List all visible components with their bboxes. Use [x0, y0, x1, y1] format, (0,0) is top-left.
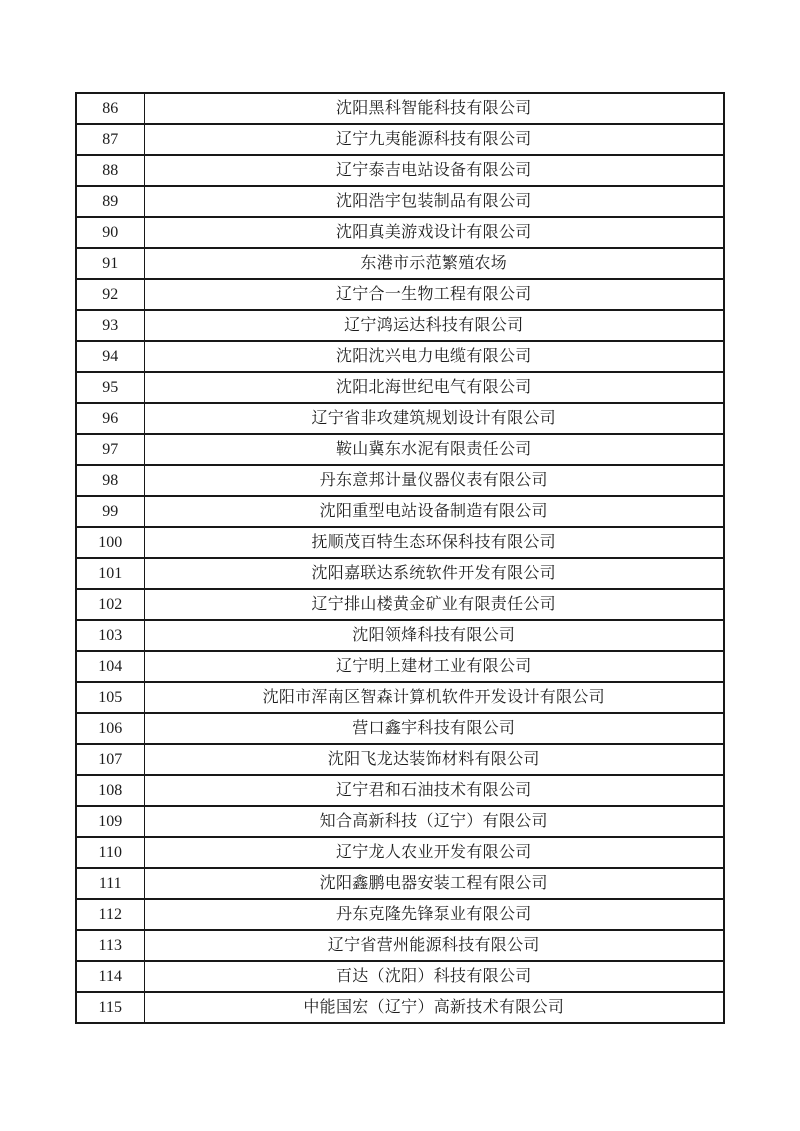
- table-row: [76, 589, 724, 620]
- row-number-cell: 99: [76, 496, 144, 527]
- table-row: [76, 310, 724, 341]
- row-number-cell: 107: [76, 744, 144, 775]
- company-name-cell: 抚顺茂百特生态环保科技有限公司: [144, 527, 724, 558]
- table-row: [76, 372, 724, 403]
- row-number-cell: 115: [76, 992, 144, 1023]
- row-number-cell: 86: [76, 93, 144, 124]
- row-number-cell: 90: [76, 217, 144, 248]
- row-number-cell: 109: [76, 806, 144, 837]
- company-name-cell: 辽宁九夷能源科技有限公司: [144, 124, 724, 155]
- row-number-cell: 97: [76, 434, 144, 465]
- company-name-cell: 丹东意邦计量仪器仪表有限公司: [144, 465, 724, 496]
- row-number-cell: 95: [76, 372, 144, 403]
- table-row: [76, 248, 724, 279]
- table-row: [76, 465, 724, 496]
- table-row: [76, 558, 724, 589]
- row-number-cell: 102: [76, 589, 144, 620]
- row-number-cell: 114: [76, 961, 144, 992]
- row-number-cell: 93: [76, 310, 144, 341]
- table-body: [76, 93, 724, 1023]
- row-number-cell: 111: [76, 868, 144, 899]
- company-name-cell: 沈阳黑科智能科技有限公司: [144, 93, 724, 124]
- table-row: [76, 155, 724, 186]
- table-row: [76, 341, 724, 372]
- company-name-cell: 辽宁鸿运达科技有限公司: [144, 310, 724, 341]
- row-number-cell: 92: [76, 279, 144, 310]
- row-number-cell: 98: [76, 465, 144, 496]
- table-row: [76, 992, 724, 1023]
- company-name-cell: 沈阳市浑南区智森计算机软件开发设计有限公司: [144, 682, 724, 713]
- table-row: [76, 620, 724, 651]
- row-number-cell: 100: [76, 527, 144, 558]
- table-row: [76, 713, 724, 744]
- row-number-cell: 108: [76, 775, 144, 806]
- company-name-cell: 辽宁龙人农业开发有限公司: [144, 837, 724, 868]
- table-row: [76, 186, 724, 217]
- company-name-cell: 沈阳浩宇包装制品有限公司: [144, 186, 724, 217]
- company-name-cell: 沈阳北海世纪电气有限公司: [144, 372, 724, 403]
- company-name-cell: 沈阳沈兴电力电缆有限公司: [144, 341, 724, 372]
- company-name-cell: 东港市示范繁殖农场: [144, 248, 724, 279]
- table-row: [76, 744, 724, 775]
- row-number-cell: 96: [76, 403, 144, 434]
- row-number-cell: 103: [76, 620, 144, 651]
- company-name-cell: 辽宁明上建材工业有限公司: [144, 651, 724, 682]
- company-name-cell: 辽宁泰吉电站设备有限公司: [144, 155, 724, 186]
- table-row: [76, 124, 724, 155]
- company-name-cell: 辽宁省营州能源科技有限公司: [144, 930, 724, 961]
- company-name-cell: 鞍山冀东水泥有限责任公司: [144, 434, 724, 465]
- table-row: [76, 527, 724, 558]
- row-number-cell: 104: [76, 651, 144, 682]
- row-number-cell: 106: [76, 713, 144, 744]
- company-table: [75, 92, 725, 1024]
- table-row: [76, 868, 724, 899]
- company-name-cell: 沈阳飞龙达装饰材料有限公司: [144, 744, 724, 775]
- table-row: [76, 837, 724, 868]
- company-name-cell: 辽宁省非攻建筑规划设计有限公司: [144, 403, 724, 434]
- table-row: [76, 775, 724, 806]
- company-name-cell: 辽宁君和石油技术有限公司: [144, 775, 724, 806]
- row-number-cell: 110: [76, 837, 144, 868]
- row-number-cell: 87: [76, 124, 144, 155]
- company-name-cell: 沈阳真美游戏设计有限公司: [144, 217, 724, 248]
- table-row: [76, 651, 724, 682]
- company-name-cell: 沈阳重型电站设备制造有限公司: [144, 496, 724, 527]
- table-row: [76, 930, 724, 961]
- table-row: [76, 496, 724, 527]
- company-name-cell: 辽宁排山楼黄金矿业有限责任公司: [144, 589, 724, 620]
- row-number-cell: 101: [76, 558, 144, 589]
- company-name-cell: 沈阳鑫鹏电器安装工程有限公司: [144, 868, 724, 899]
- table-row: [76, 961, 724, 992]
- row-number-cell: 91: [76, 248, 144, 279]
- company-name-cell: 丹东克隆先锋泵业有限公司: [144, 899, 724, 930]
- row-number-cell: 112: [76, 899, 144, 930]
- table-row: [76, 279, 724, 310]
- company-name-cell: 知合高新科技（辽宁）有限公司: [144, 806, 724, 837]
- table-row: [76, 899, 724, 930]
- row-number-cell: 113: [76, 930, 144, 961]
- table-row: [76, 403, 724, 434]
- row-number-cell: 94: [76, 341, 144, 372]
- row-number-cell: 89: [76, 186, 144, 217]
- company-name-cell: 营口鑫宇科技有限公司: [144, 713, 724, 744]
- row-number-cell: 105: [76, 682, 144, 713]
- company-name-cell: 沈阳嘉联达系统软件开发有限公司: [144, 558, 724, 589]
- company-name-cell: 中能国宏（辽宁）高新技术有限公司: [144, 992, 724, 1023]
- company-name-cell: 百达（沈阳）科技有限公司: [144, 961, 724, 992]
- company-name-cell: 沈阳领烽科技有限公司: [144, 620, 724, 651]
- table-row: [76, 434, 724, 465]
- table-row: [76, 682, 724, 713]
- table-row: [76, 806, 724, 837]
- table-row: [76, 93, 724, 124]
- row-number-cell: 88: [76, 155, 144, 186]
- company-name-cell: 辽宁合一生物工程有限公司: [144, 279, 724, 310]
- table-row: [76, 217, 724, 248]
